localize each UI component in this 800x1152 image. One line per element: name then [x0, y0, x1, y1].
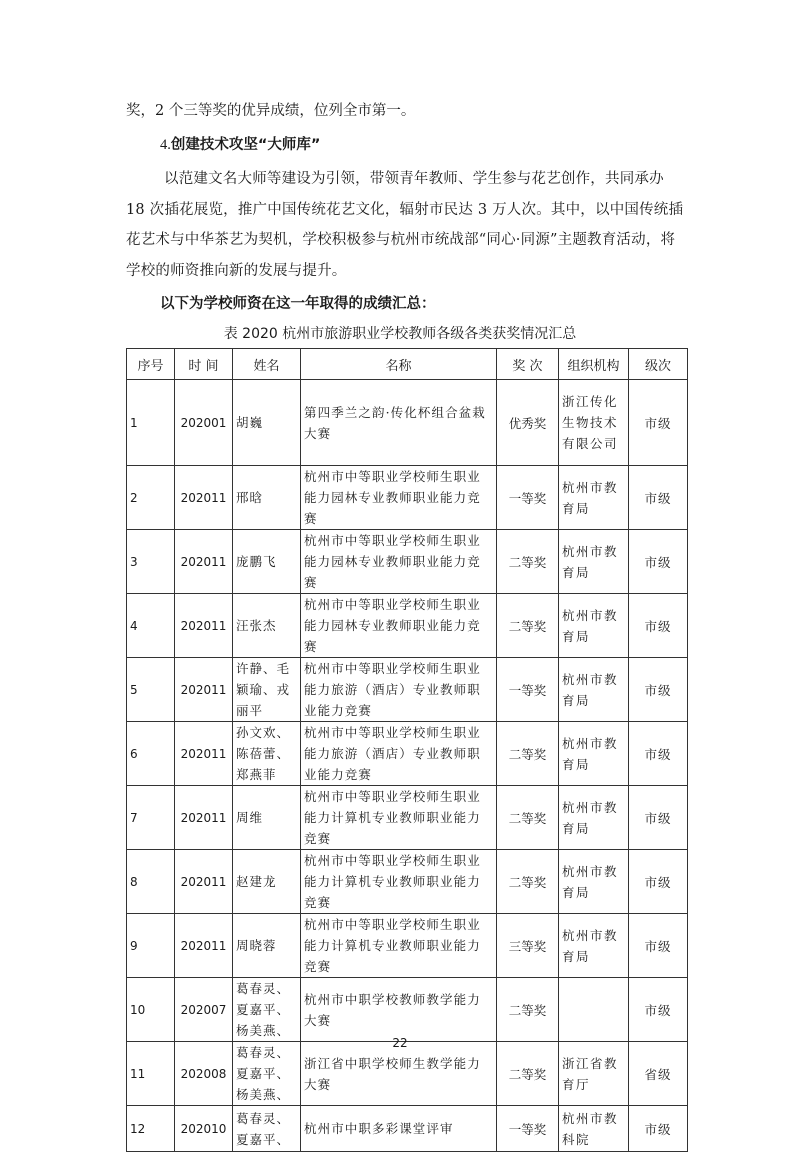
cell-award: 二等奖 [497, 786, 559, 850]
cell-names: 葛春灵、夏嘉平、 [233, 1106, 301, 1152]
table-header-row [127, 349, 688, 380]
cell-title: 第四季兰之韵·传化杯组合盆栽大赛 [301, 380, 497, 466]
cell-award: 二等奖 [497, 722, 559, 786]
cell-names: 庞鹏飞 [233, 530, 301, 594]
cell-time: 202011 [175, 658, 233, 722]
cell-names: 孙文欢、陈蓓蕾、郑燕菲 [233, 722, 301, 786]
header-no: 序号 [127, 349, 175, 380]
cell-title: 杭州市中等职业学校师生职业能力园林专业教师职业能力竞赛 [301, 466, 497, 530]
cell-org: 杭州市教育局 [559, 914, 629, 978]
cell-time: 202011 [175, 722, 233, 786]
table-row [127, 530, 688, 594]
cell-title: 杭州市中等职业学校师生职业能力旅游（酒店）专业教师职业能力竞赛 [301, 722, 497, 786]
cell-time: 202001 [175, 380, 233, 466]
cell-names: 葛春灵、夏嘉平、杨美燕、 [233, 978, 301, 1042]
cell-title: 浙江省中职学校师生教学能力大赛 [301, 1042, 497, 1106]
cell-names: 邢晗 [233, 466, 301, 530]
cell-org: 杭州市教育局 [559, 466, 629, 530]
table-row [127, 786, 688, 850]
cell-level: 市级 [629, 1106, 688, 1152]
cell-names: 周晓蓉 [233, 914, 301, 978]
cell-names: 汪张杰 [233, 594, 301, 658]
table-row [127, 914, 688, 978]
cell-level: 市级 [629, 594, 688, 658]
cell-no: 12 [127, 1106, 175, 1152]
cell-time: 202008 [175, 1042, 233, 1106]
body-paragraph: 以范建文名大师等建设为引领，带领青年教师、学生参与花艺创作，共同承办 18 次插花展览，推广中国传统花艺文化，辐射市民达 3 万人次。其中，以中国传统插花艺术与中华茶艺为契机，学校积极参与杭州市统战部“同心·同源”主题教育活动，将学校的师资推向新的发展与提升。 [126, 171, 684, 279]
cell-no: 1 [127, 380, 175, 466]
table-row [127, 722, 688, 786]
cell-names: 葛春灵、夏嘉平、杨美燕、 [233, 1042, 301, 1106]
table-row [127, 1042, 688, 1106]
cell-time: 202010 [175, 1106, 233, 1152]
cell-award: 一等奖 [497, 1106, 559, 1152]
cell-org: 浙江省教育厅 [559, 1042, 629, 1106]
cell-org [559, 978, 629, 1042]
cell-award: 一等奖 [497, 466, 559, 530]
cell-level: 市级 [629, 658, 688, 722]
cell-award: 二等奖 [497, 594, 559, 658]
awards-table [126, 348, 688, 1152]
cell-no: 5 [127, 658, 175, 722]
cell-title: 杭州市中等职业学校师生职业能力计算机专业教师职业能力竞赛 [301, 850, 497, 914]
cell-time: 202011 [175, 914, 233, 978]
cell-level: 市级 [629, 466, 688, 530]
cell-time: 202007 [175, 978, 233, 1042]
cell-org: 杭州市教育局 [559, 594, 629, 658]
summary-intro: 以下为学校师资在这一年取得的成绩汇总： [160, 296, 436, 312]
cell-level: 市级 [629, 380, 688, 466]
header-org: 组织机构 [559, 349, 629, 380]
table-row [127, 850, 688, 914]
cell-time: 202011 [175, 786, 233, 850]
cell-no: 9 [127, 914, 175, 978]
header-award: 奖 次 [497, 349, 559, 380]
header-names: 姓名 [233, 349, 301, 380]
cell-org: 杭州市教育局 [559, 658, 629, 722]
cell-org: 杭州市教科院 [559, 1106, 629, 1152]
cell-names: 周维 [233, 786, 301, 850]
section-heading-number: 4. [160, 137, 171, 153]
cell-level: 市级 [629, 786, 688, 850]
cell-title: 杭州市中等职业学校师生职业能力园林专业教师职业能力竞赛 [301, 530, 497, 594]
cell-title: 杭州市中职学校教师教学能力大赛 [301, 978, 497, 1042]
cell-title: 杭州市中职多彩课堂评审 [301, 1106, 497, 1152]
cell-award: 二等奖 [497, 530, 559, 594]
cell-level: 市级 [629, 530, 688, 594]
cell-org: 杭州市教育局 [559, 786, 629, 850]
cell-names: 赵建龙 [233, 850, 301, 914]
cell-no: 4 [127, 594, 175, 658]
cell-award: 一等奖 [497, 658, 559, 722]
table-row [127, 466, 688, 530]
cell-title: 杭州市中等职业学校师生职业能力计算机专业教师职业能力竞赛 [301, 786, 497, 850]
table-row [127, 1106, 688, 1152]
cell-title: 杭州市中等职业学校师生职业能力旅游（酒店）专业教师职业能力竞赛 [301, 658, 497, 722]
table-row [127, 978, 688, 1042]
cell-no: 11 [127, 1042, 175, 1106]
cell-no: 3 [127, 530, 175, 594]
cell-award: 二等奖 [497, 850, 559, 914]
cell-org: 杭州市教育局 [559, 530, 629, 594]
cell-time: 202011 [175, 594, 233, 658]
cell-names: 胡巍 [233, 380, 301, 466]
cell-award: 优秀奖 [497, 380, 559, 466]
section-heading-text: 创建技术攻坚“大师库” [170, 137, 321, 153]
cell-no: 10 [127, 978, 175, 1042]
cell-time: 202011 [175, 466, 233, 530]
cell-no: 8 [127, 850, 175, 914]
cell-title: 杭州市中等职业学校师生职业能力计算机专业教师职业能力竞赛 [301, 914, 497, 978]
intro-paragraph: 奖，2 个三等奖的优异成绩，位列全市第一。 [126, 103, 416, 119]
cell-title: 杭州市中等职业学校师生职业能力园林专业教师职业能力竞赛 [301, 594, 497, 658]
cell-award: 二等奖 [497, 978, 559, 1042]
page-number: 22 [392, 1036, 408, 1050]
table-caption: 表 2020 杭州市旅游职业学校教师各级各类获奖情况汇总 [223, 326, 577, 342]
cell-org: 杭州市教育局 [559, 850, 629, 914]
header-time: 时 间 [175, 349, 233, 380]
cell-names: 许静、毛颖瑜、戎丽平 [233, 658, 301, 722]
cell-level: 市级 [629, 722, 688, 786]
cell-time: 202011 [175, 850, 233, 914]
cell-award: 三等奖 [497, 914, 559, 978]
cell-time: 202011 [175, 530, 233, 594]
header-level: 级次 [629, 349, 688, 380]
table-row [127, 594, 688, 658]
section-heading [160, 133, 320, 154]
cell-award: 二等奖 [497, 1042, 559, 1106]
cell-org: 杭州市教育局 [559, 722, 629, 786]
cell-level: 市级 [629, 850, 688, 914]
cell-level: 市级 [629, 914, 688, 978]
cell-no: 7 [127, 786, 175, 850]
cell-org: 浙江传化生物技术有限公司 [559, 380, 629, 466]
cell-level: 省级 [629, 1042, 688, 1106]
table-row [127, 658, 688, 722]
table-row [127, 380, 688, 466]
cell-no: 2 [127, 466, 175, 530]
cell-no: 6 [127, 722, 175, 786]
header-title: 名称 [301, 349, 497, 380]
cell-level: 市级 [629, 978, 688, 1042]
